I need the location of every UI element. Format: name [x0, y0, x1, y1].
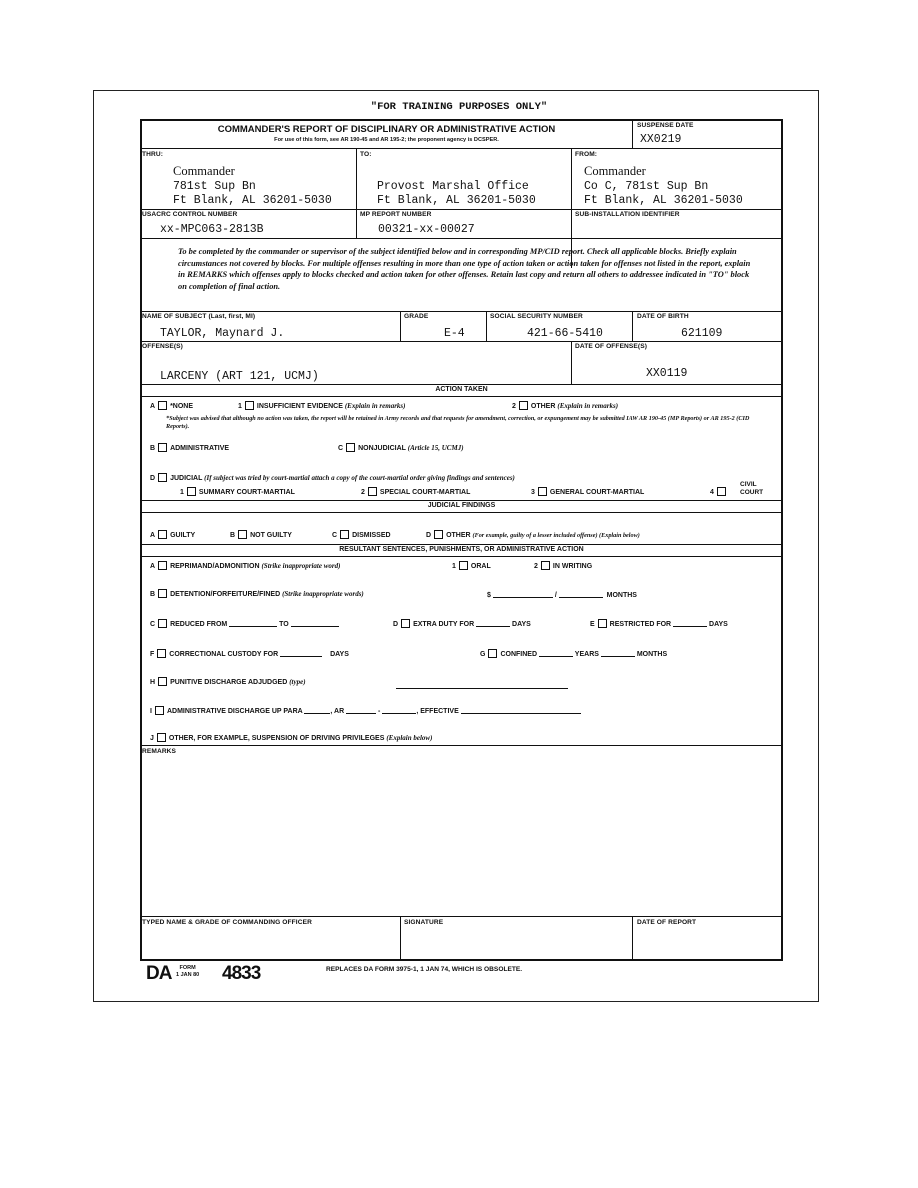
name-value[interactable]: TAYLOR, Maynard J. [160, 327, 285, 340]
action-footnote: *Subject was advised that although no action was taken, the report will be retained in Army records and that requests for amendment, correction, or expungement may be submitted IAW AR 190-45 (MP Reports) or AR 195-2 (CID Reports). [166, 415, 750, 430]
ssn-label: SOCIAL SECURITY NUMBER [490, 313, 583, 320]
sub-installation-label: SUB-INSTALLATION IDENTIFIER [575, 211, 680, 218]
guilty-checkbox[interactable] [158, 530, 167, 539]
civil-court-checkbox[interactable] [717, 487, 726, 496]
date-of-report-field[interactable] [634, 930, 780, 958]
remarks-label: REMARKS [142, 748, 177, 755]
civil-court-label: CIVIL COURT [740, 481, 764, 496]
thru-label: THRU: [142, 151, 164, 158]
date-of-report-label: DATE OF REPORT [637, 919, 697, 926]
usacrc-label: USACRC CONTROL NUMBER [142, 211, 238, 218]
action-none-checkbox[interactable] [158, 401, 167, 410]
admin-discharge-checkbox[interactable] [155, 706, 164, 715]
special-court-martial-checkbox[interactable] [368, 487, 377, 496]
sentence-row-j: J OTHER, FOR EXAMPLE, SUSPENSION OF DRIVING PRIVILEGES (Explain below) [150, 734, 433, 742]
offense-date-label: DATE OF OFFENSE(S) [575, 343, 648, 350]
confined-months-field[interactable] [601, 648, 635, 657]
sentences-header: RESULTANT SENTENCES, PUNISHMENTS, OR ADMINISTRATIVE ACTION [339, 546, 584, 553]
general-court-martial-checkbox[interactable] [538, 487, 547, 496]
fine-months-field[interactable] [559, 589, 603, 598]
custody-days-field[interactable] [280, 648, 322, 657]
fine-amount-field[interactable] [493, 589, 553, 598]
not-guilty-row: B NOT GUILTY [230, 532, 292, 539]
footer-form-label: FORM 1 JAN 80 [176, 965, 200, 978]
offense-value[interactable]: LARCENY (ART 121, UCMJ) [160, 370, 319, 383]
reduced-from-field[interactable] [229, 618, 277, 627]
general-court-row: 3 GENERAL COURT-MARTIAL [531, 489, 645, 496]
sentence-row-a: A REPRIMAND/ADMONITION (Strike inappropriate word) [150, 562, 341, 570]
writing-checkbox[interactable] [541, 561, 550, 570]
oral-checkbox[interactable] [459, 561, 468, 570]
to-line-1[interactable]: Provost Marshal Office [377, 180, 529, 193]
training-banner: "FOR TRAINING PURPOSES ONLY" [370, 101, 548, 113]
sentence-other-checkbox[interactable] [157, 733, 166, 742]
from-line-3[interactable]: Ft Blank, AL 36201-5030 [584, 194, 743, 207]
from-label: FROM: [575, 151, 598, 158]
action-row-c: C NONJUDICIAL (Article 15, UCMJ) [338, 444, 464, 452]
administrative-checkbox[interactable] [158, 443, 167, 452]
signature-label: SIGNATURE [404, 919, 444, 926]
offense-date-value[interactable]: XX0119 [646, 367, 688, 380]
signature-field[interactable] [402, 930, 630, 958]
thru-line-3[interactable]: Ft Blank, AL 36201-5030 [173, 194, 332, 207]
detention-checkbox[interactable] [158, 589, 167, 598]
nonjudicial-checkbox[interactable] [346, 443, 355, 452]
mp-report-value[interactable]: 00321-xx-00027 [378, 223, 475, 236]
discharge-para-field[interactable] [304, 705, 330, 714]
action-other-checkbox[interactable] [519, 401, 528, 410]
dismissed-row: C DISMISSED [332, 532, 391, 539]
from-line-1[interactable]: Commander [584, 164, 646, 178]
action-row-a: A *NONE [150, 403, 194, 410]
not-guilty-checkbox[interactable] [238, 530, 247, 539]
fine-amount-row: $ / MONTHS [487, 589, 637, 599]
sentence-row-f: F CORRECTIONAL CUSTODY FOR DAYS [150, 648, 349, 658]
instructions-text: To be completed by the commander or supervisor of the subject identified below and in corresponding MP/CID report. Check all applicable blocks. Briefly explain circumstances not covered by blocks. For multiple offenses resulting in more than one type of action taken or action taken for offenses not listed in the report, explain in REMARKS which offenses apply to blocks checked and action taken for other offenses. Retain last copy and return all others to addressee indicated in "TO" block on completion of final action. [178, 247, 751, 291]
punitive-discharge-checkbox[interactable] [158, 677, 167, 686]
to-line-2[interactable]: Ft Blank, AL 36201-5030 [377, 194, 536, 207]
summary-court-martial-checkbox[interactable] [187, 487, 196, 496]
action-taken-header: ACTION TAKEN [435, 386, 488, 393]
reduced-checkbox[interactable] [158, 619, 167, 628]
sentence-row-e: E RESTRICTED FOR DAYS [590, 618, 728, 628]
judicial-checkbox[interactable] [158, 473, 167, 482]
suspense-date-label: SUSPENSE DATE [637, 122, 694, 129]
findings-other-checkbox[interactable] [434, 530, 443, 539]
sentence-row-d: D EXTRA DUTY FOR DAYS [393, 618, 531, 628]
typed-name-label: TYPED NAME & GRADE OF COMMANDING OFFICER [142, 919, 312, 926]
special-court-row: 2 SPECIAL COURT-MARTIAL [361, 489, 471, 496]
suspense-date-value[interactable]: XX0219 [640, 133, 682, 146]
extra-duty-days-field[interactable] [476, 618, 510, 627]
insufficient-evidence-checkbox[interactable] [245, 401, 254, 410]
discharge-ar-suffix-field[interactable] [382, 705, 416, 714]
court-martial-row: 1 SUMMARY COURT-MARTIAL [180, 489, 295, 496]
discharge-ar-field[interactable] [346, 705, 376, 714]
usacrc-value[interactable]: xx-MPC063-2813B [160, 223, 264, 236]
custody-checkbox[interactable] [157, 649, 166, 658]
findings-row: A GUILTY [150, 532, 196, 539]
footer-form-number: 4833 [222, 963, 261, 984]
oral-row: 1 ORAL [452, 563, 491, 570]
dob-label: DATE OF BIRTH [637, 313, 689, 320]
form-title: COMMANDER'S REPORT OF DISCIPLINARY OR ADMINISTRATIVE ACTION [217, 124, 556, 135]
discharge-effective-field[interactable] [461, 705, 581, 714]
sentence-row-b: B DETENTION/FORFEITURE/FINED (Strike inappropriate words) [150, 590, 364, 598]
action-row-a2: 2 OTHER (Explain in remarks) [512, 402, 619, 410]
action-row-d: D JUDICIAL (If subject was tried by court-martial attach a copy of the court-martial order giving findings and sentences) [150, 474, 515, 482]
grade-label: GRADE [404, 313, 429, 320]
reprimand-checkbox[interactable] [158, 561, 167, 570]
dob-value[interactable]: 621109 [681, 327, 723, 340]
writing-row: 2 IN WRITING [534, 563, 593, 570]
punitive-type-field[interactable] [396, 688, 568, 689]
extra-duty-checkbox[interactable] [401, 619, 410, 628]
ssn-value[interactable]: 421-66-5410 [527, 327, 603, 340]
mp-report-label: MP REPORT NUMBER [360, 211, 432, 218]
sentence-row-h: H PUNITIVE DISCHARGE ADJUDGED (type) [150, 678, 306, 686]
confined-years-field[interactable] [539, 648, 573, 657]
grade-value[interactable]: E-4 [444, 327, 465, 340]
judicial-findings-header: JUDICIAL FINDINGS [427, 502, 496, 509]
reduced-to-field[interactable] [291, 618, 339, 627]
to-label: TO: [360, 151, 372, 158]
footer-da: DA [146, 963, 172, 984]
findings-other-row: D OTHER (For example, guilty of a lesser included offense) (Explain below) [426, 532, 640, 539]
thru-line-2[interactable]: 781st Sup Bn [173, 180, 256, 193]
civil-court-row: 4 [710, 487, 729, 496]
name-label: NAME OF SUBJECT (Last, first, MI) [142, 313, 256, 320]
footer-replaces: REPLACES DA FORM 3975-1, 1 JAN 74, WHICH IS OBSOLETE. [326, 966, 523, 973]
action-row-a1: 1 INSUFFICIENT EVIDENCE (Explain in remarks) [238, 402, 406, 410]
action-row-b: B ADMINISTRATIVE [150, 445, 230, 452]
dismissed-checkbox[interactable] [340, 530, 349, 539]
sentence-row-i: I ADMINISTRATIVE DISCHARGE UP PARA , AR - , EFFECTIVE [150, 705, 581, 715]
offense-label: OFFENSE(S) [142, 343, 183, 350]
restricted-days-field[interactable] [673, 618, 707, 627]
thru-line-1[interactable]: Commander [173, 164, 235, 178]
confined-checkbox[interactable] [488, 649, 497, 658]
typed-name-field[interactable] [142, 930, 398, 958]
sentence-row-g: G CONFINED YEARS MONTHS [480, 648, 667, 658]
remarks-field[interactable] [142, 758, 781, 914]
form-subtitle: For use of this form, see AR 190-45 and AR 195-2; the proponent agency is DCSPER. [274, 137, 499, 143]
sentence-row-c: C REDUCED FROM TO [150, 618, 339, 628]
from-line-2[interactable]: Co C, 781st Sup Bn [584, 180, 709, 193]
restricted-checkbox[interactable] [598, 619, 607, 628]
